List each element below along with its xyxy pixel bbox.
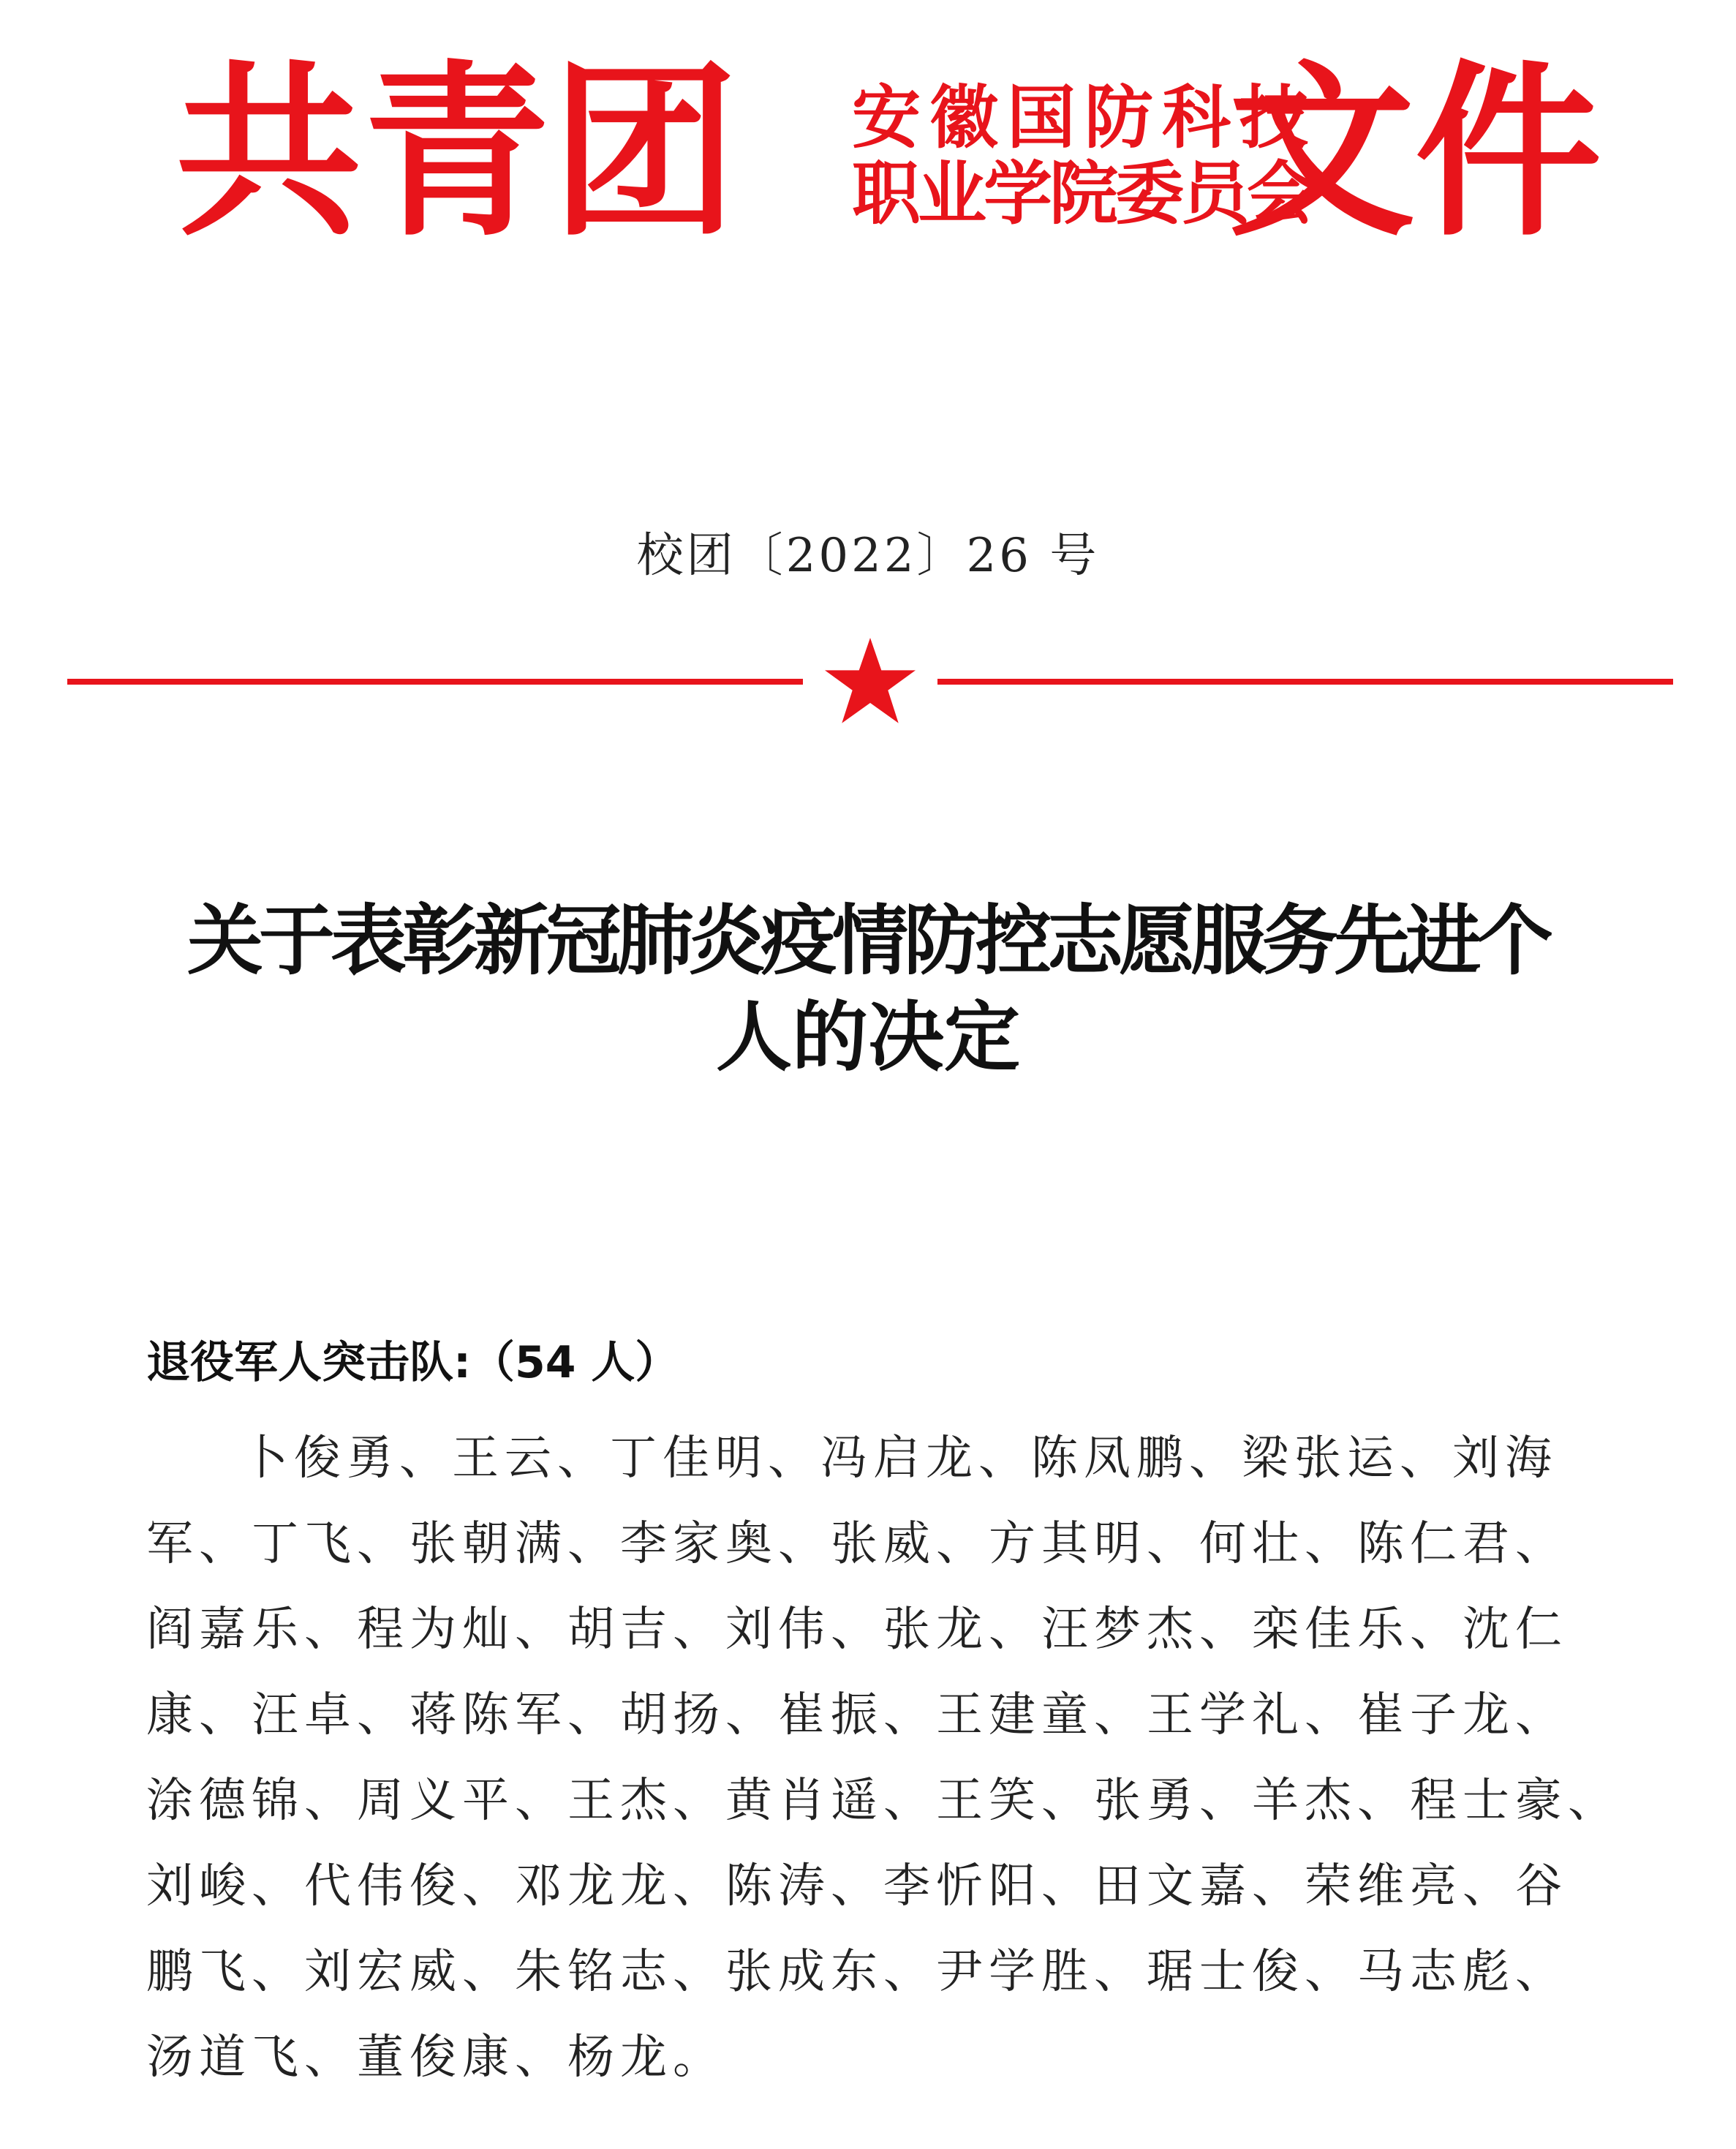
- masthead-committee-line1: 安徽国防科技: [852, 78, 1318, 158]
- section-heading: 退役军人突击队:（54 人）: [146, 1337, 679, 1388]
- names-paragraph: [146, 1416, 1620, 2101]
- names-line: 康、汪卓、蒋陈军、胡扬、崔振、王建童、王学礼、崔子龙、: [146, 1688, 1568, 1742]
- names-line: 汤道飞、董俊康、杨龙。: [146, 2031, 725, 2085]
- document-title-line2: 人的决定: [715, 993, 1020, 1082]
- document-title-line1: 关于表彰新冠肺炎疫情防控志愿服务先进个: [186, 896, 1549, 985]
- masthead-committee-line2: 职业学院委员会: [852, 154, 1313, 234]
- divider-line-right: [937, 679, 1673, 685]
- star-icon: [819, 635, 921, 730]
- names-line: 鹏飞、刘宏威、朱铭志、张成东、尹学胜、琚士俊、马志彪、: [146, 1945, 1568, 1999]
- masthead-org-name: 共青团: [176, 45, 740, 262]
- masthead-document-word: 文件: [1229, 45, 1602, 262]
- star-shape: [825, 638, 916, 723]
- names-line: 军、丁飞、张朝满、李家奥、张威、方其明、何壮、陈仁君、: [146, 1517, 1568, 1571]
- names-line: 卜俊勇、王云、丁佳明、冯启龙、陈凤鹏、梁张运、刘海: [241, 1431, 1558, 1486]
- document-title: [110, 892, 1626, 1085]
- divider-line-left: [67, 679, 803, 685]
- document-number: 校团〔2022〕26 号: [636, 529, 1100, 583]
- names-line: 刘峻、代伟俊、邓龙龙、陈涛、李忻阳、田文嘉、荣维亮、谷: [146, 1859, 1568, 1913]
- names-line: 阎嘉乐、程为灿、胡吉、刘伟、张龙、汪梦杰、栾佳乐、沈仁: [146, 1603, 1568, 1657]
- names-line: 涂德锦、周义平、王杰、黄肖遥、王笑、张勇、羊杰、程士豪、: [146, 1774, 1620, 1828]
- masthead: [176, 45, 1602, 262]
